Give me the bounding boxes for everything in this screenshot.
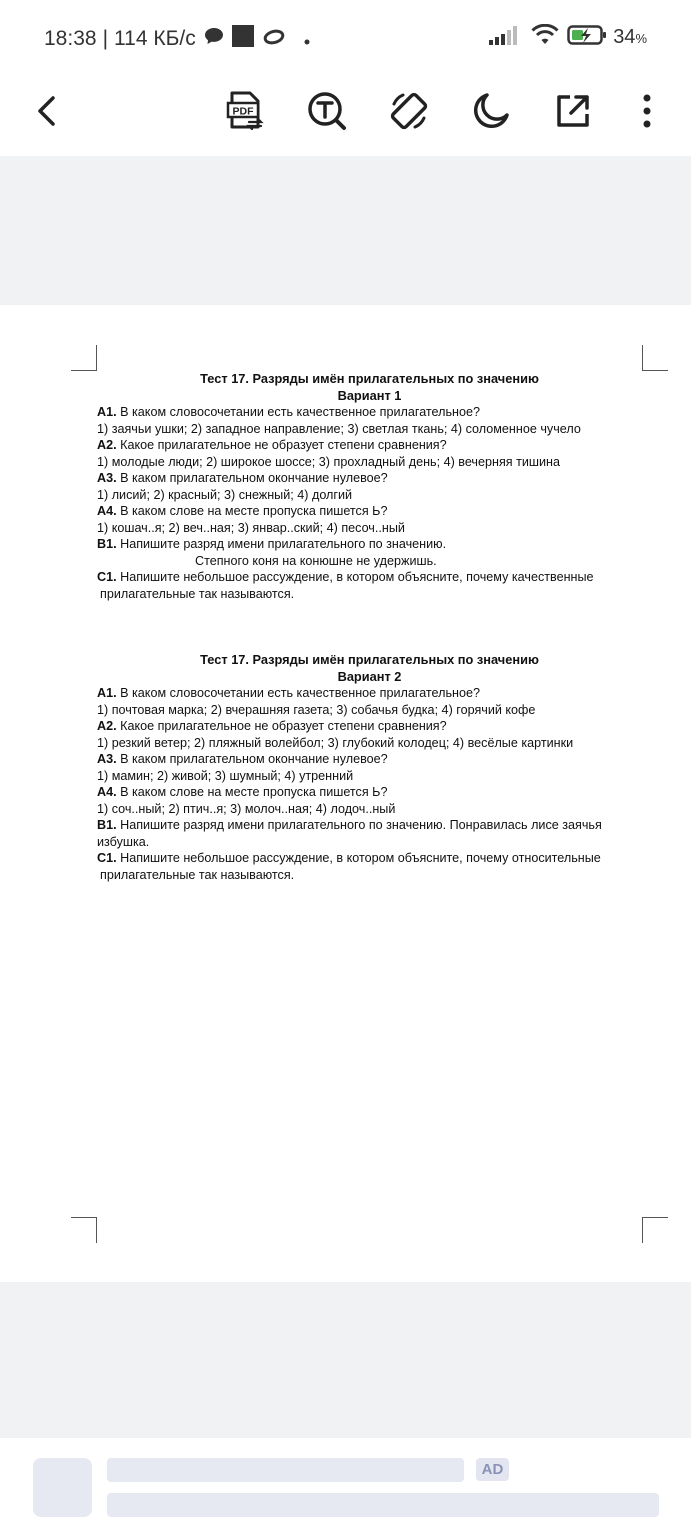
ring-icon	[262, 27, 286, 51]
share-button[interactable]	[550, 88, 596, 134]
status-right	[489, 24, 647, 51]
question-line: А1. В каком словосочетании есть качественное прилагательное?	[97, 686, 481, 700]
variant-label: Вариант 1	[337, 387, 402, 403]
more-icon	[642, 94, 652, 128]
question-line: В1. Напишите разряд имени прилагательного по значению. Понравилась лисе заячья избушка.	[97, 818, 602, 849]
test-title: Тест 17. Разряды имён прилагательных по значению	[200, 652, 539, 667]
chat-bubble-icon	[204, 27, 224, 51]
question-line: С1. Напишите небольшое рассуждение, в котором объясните, почему относительные	[97, 851, 601, 865]
page-corner-mark	[71, 345, 97, 371]
question-continuation: прилагательные так называются.	[100, 586, 295, 601]
ad-badge: AD	[476, 1458, 509, 1481]
answer-line: 1) резкий ветер; 2) пляжный волейбол; 3) глубокий колодец; 4) весёлые картинки	[97, 735, 574, 750]
pdf-convert-button[interactable]	[222, 88, 268, 134]
status-bar	[0, 0, 691, 76]
back-icon	[35, 95, 59, 127]
signal-icon	[489, 25, 521, 50]
wifi-icon	[531, 24, 559, 51]
app-square-icon	[232, 25, 254, 53]
ad-text-placeholder	[107, 1493, 659, 1517]
svg-text:PDF: PDF	[232, 105, 254, 118]
page-corner-mark	[642, 1217, 668, 1243]
rotate-screen-button[interactable]	[386, 88, 432, 134]
ad-thumbnail[interactable]	[33, 1458, 92, 1517]
question-continuation: прилагательные так называются.	[100, 867, 295, 882]
question-line: А2. Какое прилагательное не образует степени сравнения?	[97, 719, 447, 733]
answer-line: 1) заячьи ушки; 2) западное направление; 3) светлая ткань; 4) соломенное чучело	[97, 421, 581, 436]
text-recognition-icon	[306, 90, 348, 132]
question-line: А4. В каком слове на месте пропуска пишется Ь?	[97, 785, 388, 799]
battery-charging-icon	[567, 24, 607, 51]
night-mode-button[interactable]	[468, 88, 514, 134]
test-variant-2	[97, 652, 642, 883]
page-corner-mark	[71, 1217, 97, 1243]
question-line: А3. В каком прилагательном окончание нулевое?	[97, 471, 388, 485]
viewer-background-bottom	[0, 1282, 691, 1438]
pdf-convert-icon	[224, 90, 266, 132]
share-icon	[554, 92, 592, 130]
more-options-button[interactable]	[624, 88, 670, 134]
variant-label: Вариант 2	[337, 668, 402, 684]
answer-line: 1) кошач..я; 2) веч..ная; 3) январ..ский; 4) песоч..ный	[97, 520, 405, 535]
example-sentence: Степного коня на конюшне не удержишь.	[195, 553, 437, 568]
notification-dot-icon	[304, 27, 310, 51]
ad-title-placeholder	[107, 1458, 464, 1482]
answer-line: 1) почтовая марка; 2) вчерашняя газета; 3) собачья будка; 4) горячий кофе	[97, 702, 536, 717]
answer-line: 1) мамин; 2) живой; 3) шумный; 4) утренний	[97, 768, 354, 783]
text-recognition-button[interactable]	[304, 88, 350, 134]
answer-line: 1) соч..ный; 2) птич..я; 3) молоч..ная; 4) лодоч..ный	[97, 801, 396, 816]
battery-percent: 34%	[613, 26, 647, 48]
question-line: А4. В каком слове на месте пропуска пишется Ь?	[97, 504, 388, 518]
question-line: А1. В каком словосочетании есть качественное прилагательное?	[97, 405, 481, 419]
night-mode-icon	[471, 91, 511, 131]
answer-line: 1) молодые люди; 2) широкое шоссе; 3) прохладный день; 4) вечерняя тишина	[97, 454, 560, 469]
ad-banner[interactable]	[0, 1438, 691, 1536]
test-variant-1	[97, 371, 642, 602]
viewer-background-top	[0, 156, 691, 305]
test-title: Тест 17. Разряды имён прилагательных по значению	[200, 371, 539, 386]
question-line: С1. Напишите небольшое рассуждение, в котором объясните, почему качественные	[97, 570, 594, 584]
status-time: 18:38	[44, 27, 97, 50]
document-page[interactable]	[0, 305, 691, 1282]
answer-line: 1) лисий; 2) красный; 3) снежный; 4) долгий	[97, 487, 353, 502]
reader-toolbar	[0, 76, 691, 156]
rotate-screen-icon	[388, 90, 430, 132]
question-line: А3. В каком прилагательном окончание нулевое?	[97, 752, 388, 766]
status-network-speed: 114 КБ/с	[114, 27, 196, 50]
page-corner-mark	[642, 345, 668, 371]
back-button[interactable]	[24, 88, 70, 134]
question-line: А2. Какое прилагательное не образует степени сравнения?	[97, 438, 447, 452]
status-left: 18:38 | 114 КБ/с	[44, 25, 310, 53]
question-line: В1. Напишите разряд имени прилагательного по значению.	[97, 537, 447, 551]
